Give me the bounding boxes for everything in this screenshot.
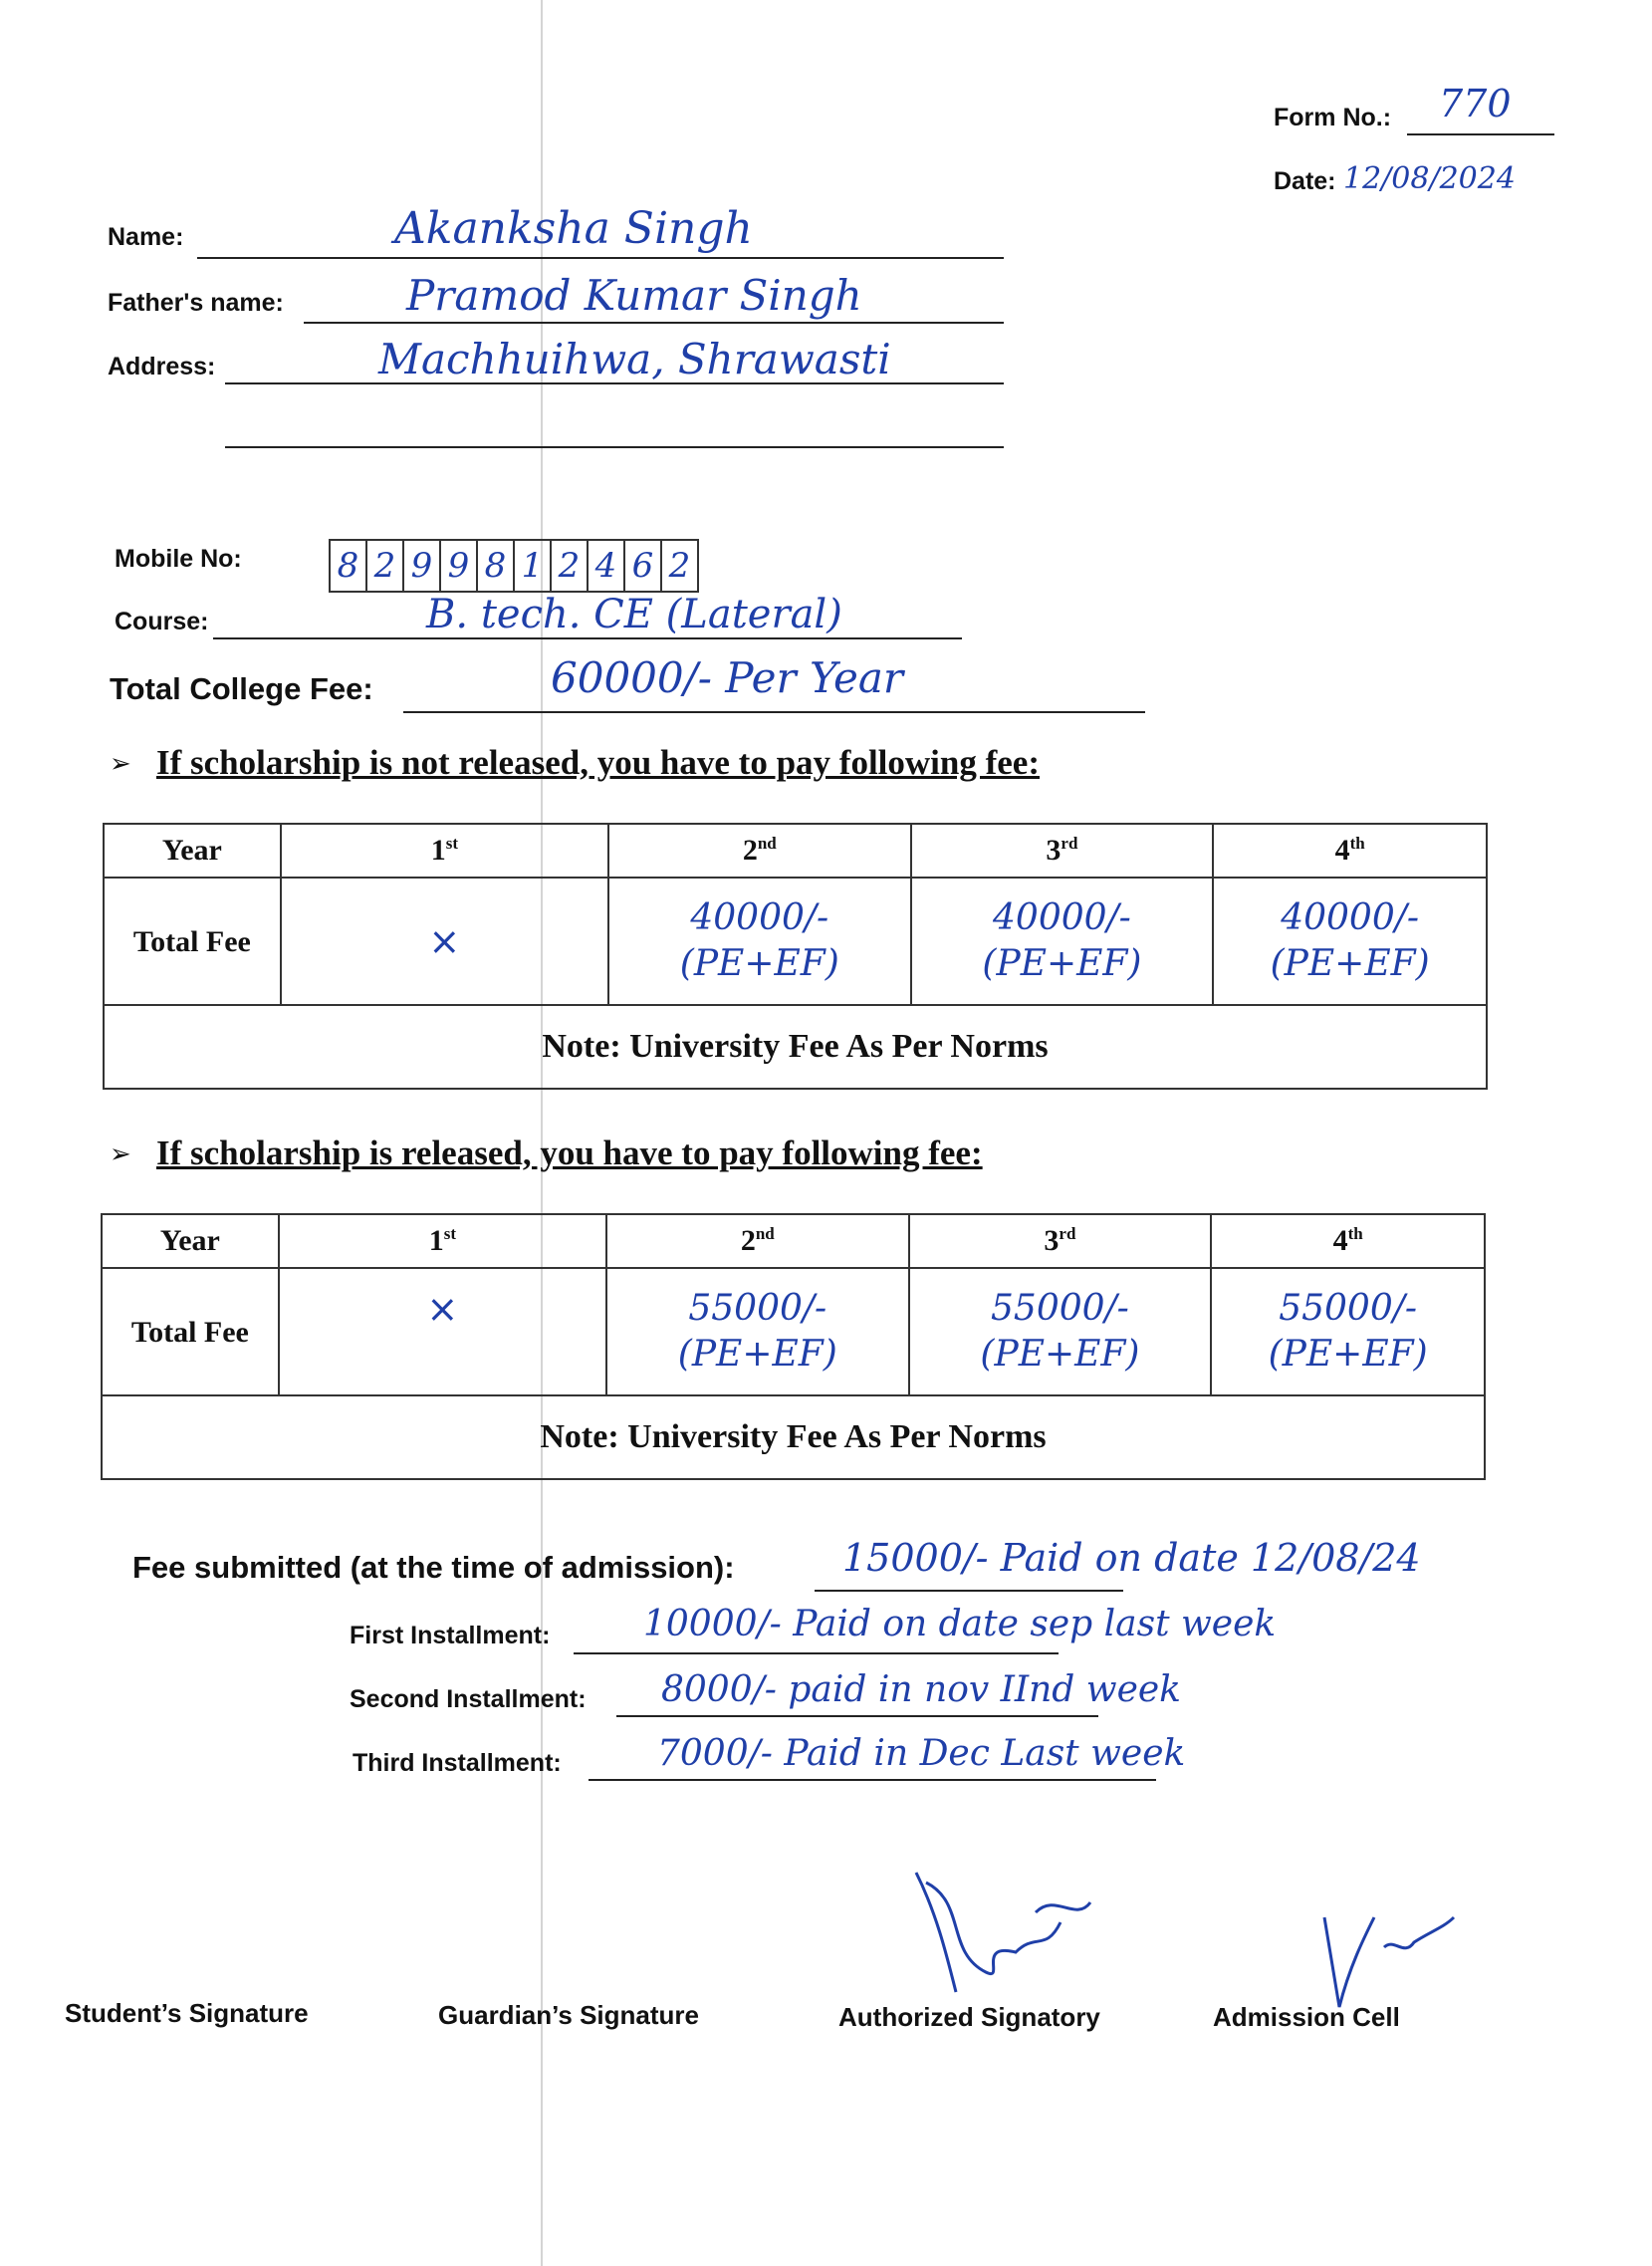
address-label: Address: [108, 353, 216, 380]
name-label: Name: [108, 223, 184, 251]
second-installment-value: 8000/- paid in nov IInd week [661, 1669, 1181, 1710]
mobile-digit: 8 [337, 546, 359, 586]
fee-table-not-released [103, 823, 1488, 1090]
year-header: Year [102, 1214, 279, 1268]
fee-cell: 55000/- (PE+EF) [909, 1268, 1212, 1395]
authorized-signature-scribble [886, 1853, 1135, 2002]
first-year-cross-mark: × [281, 878, 608, 1005]
total-fee-value: 60000/- Per Year [551, 653, 904, 702]
student-signature-label: Student’s Signature [65, 1998, 309, 2028]
section-heading-not-released: If scholarship is not released, you have to pay following fee: [156, 743, 1040, 782]
year-col-2: 2nd [606, 1214, 909, 1268]
date-value: 12/08/2024 [1343, 161, 1516, 196]
table-row [102, 1268, 1485, 1395]
table-header-row [104, 824, 1487, 878]
date-label: Date: [1274, 167, 1336, 195]
form-no-value: 770 [1439, 82, 1512, 126]
year-col-3: 3rd [911, 824, 1214, 878]
fee-cell: 55000/- (PE+EF) [1211, 1268, 1485, 1395]
university-fee-note: Note: University Fee As Per Norms [104, 1005, 1487, 1089]
mobile-digit: 9 [439, 541, 476, 591]
note-row [102, 1395, 1485, 1479]
mobile-digit: 2 [550, 541, 587, 591]
year-col-2: 2nd [608, 824, 911, 878]
note-row [104, 1005, 1487, 1089]
admission-cell-label: Admission Cell [1213, 2002, 1400, 2032]
year-col-3: 3rd [909, 1214, 1212, 1268]
second-installment-label: Second Installment: [350, 1685, 587, 1713]
table-header-row [102, 1214, 1485, 1268]
name-value: Akanksha Singh [394, 203, 753, 254]
father-name-label: Father's name: [108, 289, 284, 317]
fee-cell: 55000/- (PE+EF) [606, 1268, 909, 1395]
fee-cell: 40000/- (PE+EF) [608, 878, 911, 1005]
section-heading-released: If scholarship is released, you have to pay following fee: [156, 1133, 983, 1172]
third-installment-value: 7000/- Paid in Dec Last week [657, 1733, 1186, 1774]
table-row [104, 878, 1487, 1005]
course-label: Course: [115, 608, 209, 635]
mobile-digit: 2 [365, 541, 402, 591]
form-no-label: Form No.: [1274, 104, 1392, 131]
year-col-1: 1st [279, 1214, 606, 1268]
mobile-digit: 4 [587, 541, 623, 591]
fee-submitted-value: 15000/- Paid on date 12/08/24 [842, 1536, 1421, 1580]
first-year-cross-mark: × [279, 1268, 606, 1395]
mobile-digit: 1 [513, 541, 550, 591]
fee-submitted-label: Fee submitted (at the time of admission): [132, 1550, 735, 1585]
third-installment-label: Third Installment: [353, 1749, 562, 1777]
fee-cell: 40000/- (PE+EF) [911, 878, 1214, 1005]
first-installment-label: First Installment: [350, 1622, 551, 1649]
mobile-digit-boxes [329, 539, 699, 593]
fee-cell: 40000/- (PE+EF) [1213, 878, 1487, 1005]
mobile-digit: 2 [660, 541, 697, 591]
university-fee-note: Note: University Fee As Per Norms [102, 1395, 1485, 1479]
year-col-1: 1st [281, 824, 608, 878]
guardian-signature-label: Guardian’s Signature [438, 2000, 699, 2030]
year-header: Year [104, 824, 281, 878]
mobile-digit: 6 [623, 541, 660, 591]
bullet-arrow-icon: ➢ [110, 749, 131, 779]
admission-signature-scribble [1295, 1888, 1464, 2017]
mobile-digit: 9 [402, 541, 439, 591]
bullet-arrow-icon: ➢ [110, 1139, 131, 1169]
fee-table-released [101, 1213, 1486, 1480]
address-value: Machhuihwa, Shrawasti [378, 335, 891, 383]
year-col-4: 4th [1211, 1214, 1485, 1268]
year-col-4: 4th [1213, 824, 1487, 878]
total-fee-row-label: Total Fee [104, 878, 281, 1005]
father-name-value: Pramod Kumar Singh [406, 271, 862, 320]
total-fee-label: Total College Fee: [110, 671, 373, 706]
mobile-digit: 8 [476, 541, 513, 591]
total-fee-row-label: Total Fee [102, 1268, 279, 1395]
address-line-2 [225, 410, 1004, 448]
authorized-signatory-label: Authorized Signatory [838, 2002, 1100, 2032]
course-value: B. tech. CE (Lateral) [426, 592, 842, 637]
mobile-label: Mobile No: [115, 545, 242, 573]
first-installment-value: 10000/- Paid on date sep last week [643, 1604, 1277, 1644]
